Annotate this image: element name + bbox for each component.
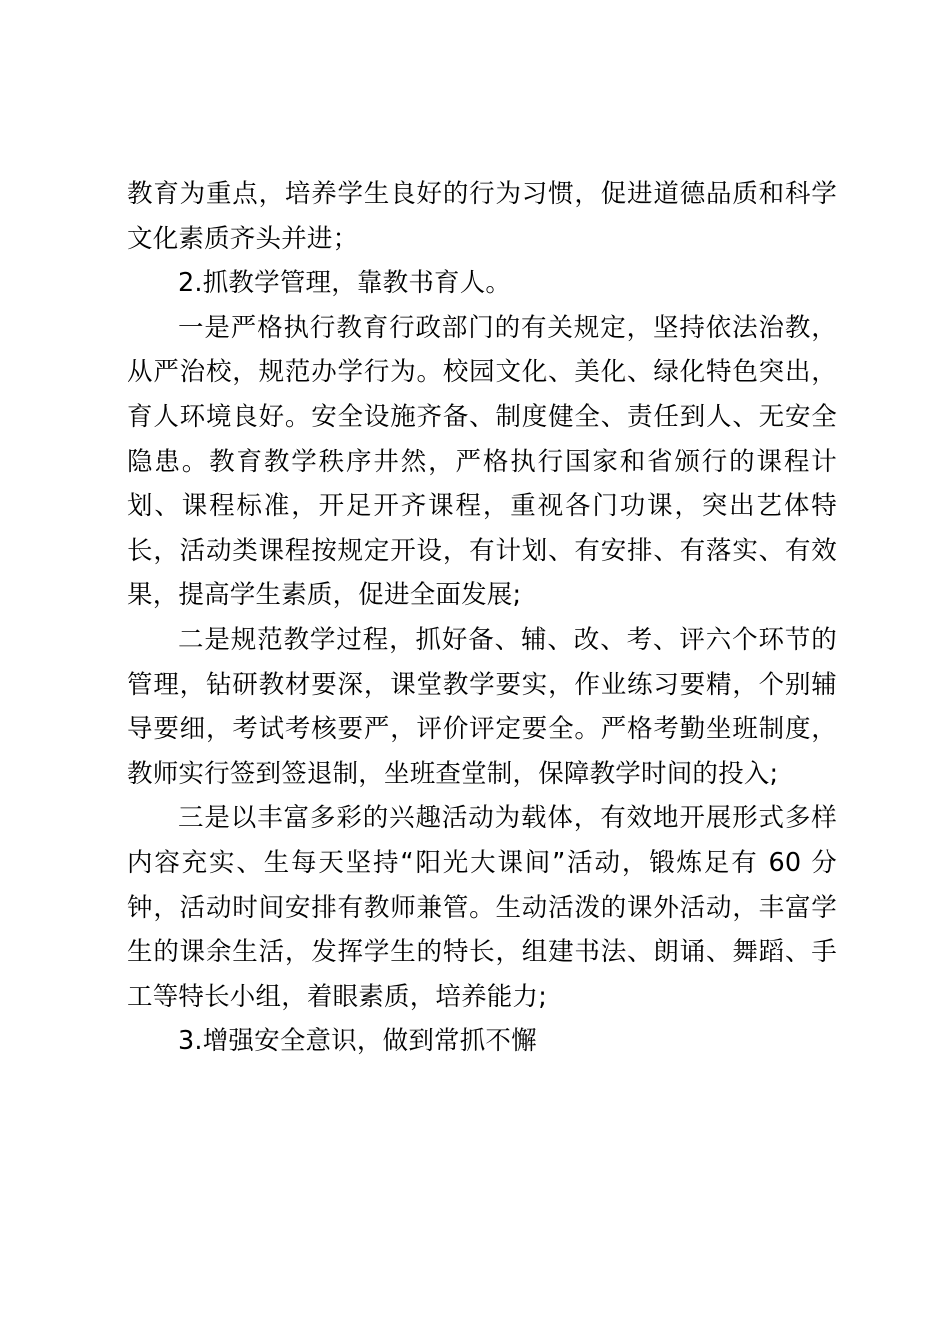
document-body (127, 172, 837, 1064)
heading-teaching-management: 2.抓教学管理，靠教书育人。 (178, 268, 512, 299)
paragraph-point-three: 三是以丰富多彩的兴趣活动为载体，有效地开展形式多样内容充实、生每天坚持“阳光大课间”活动，锻炼足有 60 分钟，活动时间安排有教师兼管。生动活泼的课外活动，丰富学生的课余生活，发挥学生的特长，组建书法、朗诵、舞蹈、手工等特长小组，着眼素质，培养能力; (127, 803, 837, 1012)
paragraph-continuation: 教育为重点，培养学生良好的行为习惯，促进道德品质和科学文化素质齐头并进； (127, 179, 837, 254)
heading-safety-awareness: 3.增强安全意识，做到常抓不懈 (178, 1026, 537, 1057)
paragraph-point-one: 一是严格执行教育行政部门的有关规定，坚持依法治教，从严治校，规范办学行为。校园文化、美化、绿化特色突出，育人环境良好。安全设施齐备、制度健全、责任到人、无安全隐患。教育教学秩序井然，严格执行国家和省颁行的课程计划、课程标准，开足开齐课程，重视各门功课，突出艺体特长，活动类课程按规定开设，有计划、有安排、有落实、有效果，提高学生素质，促进全面发展; (127, 312, 837, 611)
paragraph-point-two: 二是规范教学过程，抓好备、辅、改、考、评六个环节的管理，钻研教材要深，课堂教学要实，作业练习要精，个别辅导要细，考试考核要严，评价评定要全。严格考勤坐班制度，教师实行签到签退制，坐班查堂制，保障教学时间的投入; (127, 624, 837, 789)
